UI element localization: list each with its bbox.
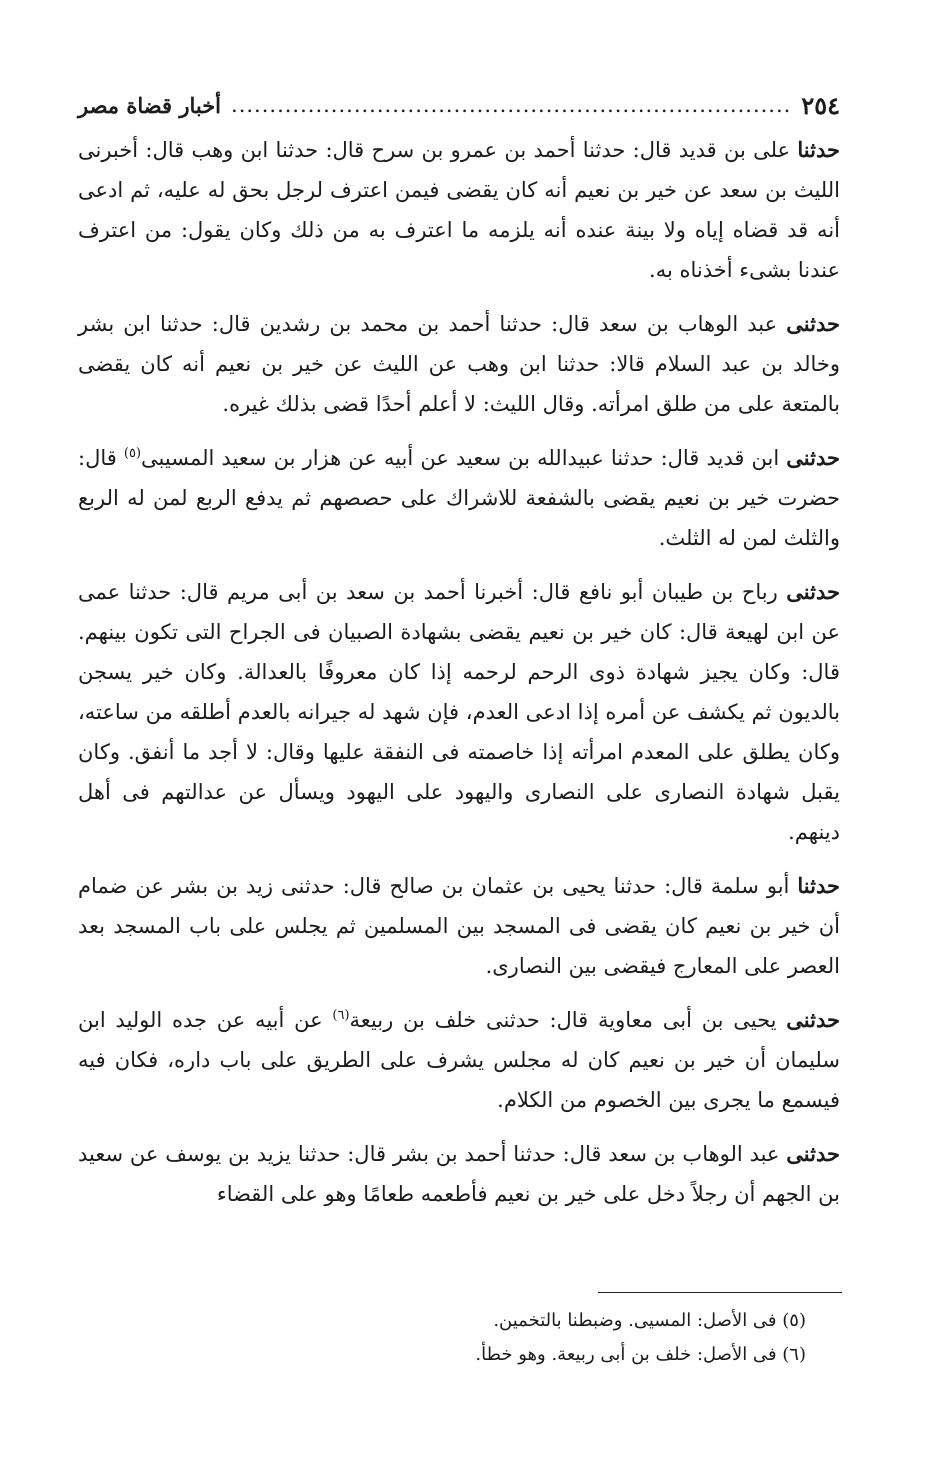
paragraph-text: عبد الوهاب بن سعد قال: حدثنا أحمد بن بشر قال: حدثنا يزيد بن يوسف عن سعيد بن الجهم أن رجلاً دخل على خير بن نعيم فأطعمه طعامًا وهو على القضاء: [78, 1142, 840, 1206]
footnote-ref-6[interactable]: (٦): [332, 1008, 350, 1023]
paragraph-6: [78, 1000, 840, 1120]
footnote-6: (٦) فى الأصل: خلف بن أبى ربيعة. وهو خطأ.: [475, 1344, 806, 1365]
paragraph-text: ابن قديد قال: حدثنا عبيدالله بن سعيد عن أبيه عن هزار بن سعيد المسيبى: [141, 446, 780, 470]
running-header: [78, 82, 840, 128]
paragraph-3: [78, 438, 840, 558]
paragraph-text: أبو سلمة قال: حدثنا يحيى بن عثمان بن صالح قال: حدثنى زيد بن بشر عن ضمام أن خير بن نعيم كان يقضى فى المسجد بين المسلمين ثم يجلس على باب المسجد بعد العصر على المعارج فيقضى بين النصارى.: [78, 874, 840, 978]
paragraph-5: [78, 866, 840, 986]
paragraph-lead: حدثنى: [786, 579, 840, 604]
paragraph-text: يحيى بن أبى معاوية قال: حدثنى خلف بن ربيعة: [349, 1008, 777, 1032]
header-leader-dots: [229, 93, 791, 117]
paragraph-lead: حدثنا: [797, 873, 840, 898]
paragraph-lead: حدثنى: [786, 311, 840, 336]
paragraph-text: رباح بن طيبان أبو نافع قال: أخبرنا أحمد بن سعد بن أبى مريم قال: حدثنا عمى عن ابن لهيعة قال: كان خير بن نعيم يقضى بشهادة الصبيان فى الجراح التى تكون بينهم. قال: وكان يجيز شهادة ذوى الرحم لرحمه إذا كان معروفًا بالعدالة. وكان خير يسجن بالديون ثم يكشف عن أمره إذا ادعى العدم، فإن شهد له جيرانه بالعدم أطلقه من ساعته، وكان يطلق على المعدم امرأته إذا خاصمته فى النفقة عليها وقال: لا أجد ما أنفق. وكان يقبل شهادة النصارى على النصارى واليهود على اليهود ويسأل عن عدالتهم فى أهل دينهم.: [78, 580, 840, 844]
page-number: ٢٥٤: [801, 90, 840, 120]
paragraph-2: [78, 304, 840, 424]
paragraph-text: عبد الوهاب بن سعد قال: حدثنا أحمد بن محمد بن رشدين قال: حدثنا ابن بشر وخالد بن عبد السلام قالا: حدثنا ابن وهب عن الليث عن خير بن نعيم أنه كان يقضى بالمتعة على من طلق امرأته. وقال الليث: لا أعلم أحدًا قضى بذلك غيره.: [78, 312, 840, 416]
paragraph-lead: حدثنى: [786, 1007, 840, 1032]
paragraph-lead: حدثنى: [786, 445, 840, 470]
footnote-5: (٥) فى الأصل: المسيى. وضبطنا بالتخمين.: [493, 1310, 806, 1331]
paragraph-4: [78, 572, 840, 852]
footnote-ref-5[interactable]: (٥): [123, 446, 142, 461]
paragraph-7: [78, 1134, 840, 1214]
paragraph-text-tail: عن أبيه عن جده الوليد ابن سليمان أن خير بن نعيم كان له مجلس يشرف على الطريق على باب داره، فكان فيه فيسمع ما يجرى بين الخصوم من الكلام.: [78, 1008, 840, 1112]
paragraph-1: [78, 130, 840, 290]
page-body: [78, 82, 840, 1228]
running-title: أخبار قضاة مصر: [78, 92, 222, 118]
paragraph-text: على بن قديد قال: حدثنا أحمد بن عمرو بن سرح قال: حدثنا ابن وهب قال: أخبرنى الليث بن سعد عن خير بن نعيم أنه كان يقضى فيمن اعترف لرجل بحق له عليه، ثم ادعى أنه قد قضاه إياه ولا بينة عنده أنه يلزمه ما اعترف به من ذلك وكان يقول: من اعترف عندنا بشىء أخذناه به.: [78, 138, 840, 282]
paragraph-lead: حدثنا: [797, 137, 840, 162]
footnote-divider: [598, 1292, 842, 1293]
paragraph-text-tail: قال: حضرت خير بن نعيم يقضى بالشفعة للاشراك على حصصهم ثم يدفع الربع لمن له الربع والثلث لمن له الثلث.: [78, 446, 840, 550]
footnotes: [78, 1304, 840, 1372]
paragraph-lead: حدثنى: [786, 1141, 840, 1166]
